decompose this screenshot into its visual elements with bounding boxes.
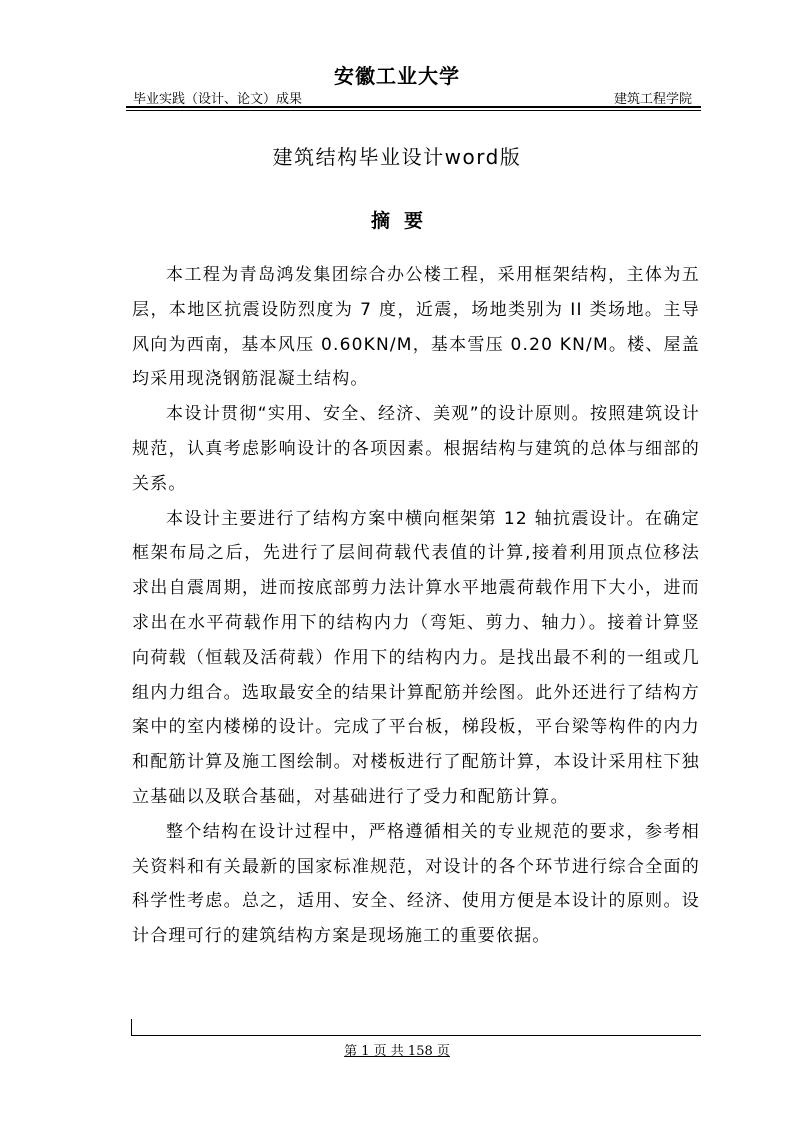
abstract-heading: 摘要: [370, 210, 437, 232]
paragraph: 本设计贯彻“实用、安全、经济、美观”的设计原则。按照建筑设计规范，认真考虑影响设计的各项因素。根据结构与建筑的总体与细部的关系。: [132, 404, 700, 494]
footer-rule: [131, 1035, 701, 1036]
paragraph: 本工程为青岛鸿发集团综合办公楼工程，采用框架结构，主体为五层，本地区抗震设防烈度为 7 度，近震，场地类别为 II 类场地。主导风向为西南，基本风压 0.60KN/M，基本雪压 0.20 KN/M。楼、屋盖均采用现浇钢筋混凝土结构。: [132, 265, 700, 390]
document-title: 建筑结构毕业设计word版: [272, 145, 522, 169]
page-number: [0, 1040, 794, 1059]
footer-corner-mark: [131, 1019, 132, 1035]
university-name: 安徽工业大学: [334, 64, 460, 88]
paragraph: 本设计主要进行了结构方案中横向框架第 12 轴抗震设计。在确定框架布局之后，先进行了层间荷载代表值的计算,接着利用顶点位移法求出自震周期，进而按底部剪力法计算水平地震荷载作用下大小，进而求出在水平荷载作用下的结构内力（弯矩、剪力、轴力）。接着计算竖向荷载（恒载及活荷载）作用下的结构内力。是找出最不利的一组或几组内力组合。选取最安全的结果计算配筋并绘图。此外还进行了结构方案中的室内楼梯的设计。完成了平台板，梯段板，平台梁等构件的内力和配筋计算及施工图绘制。对楼板进行了配筋计算，本设计采用柱下独立基础以及联合基础，对基础进行了受力和配筋计算。: [132, 508, 700, 807]
abstract-body: [132, 258, 700, 954]
header-rule: [126, 106, 701, 111]
page-number-label: 第 1 页 共 158 页: [344, 1044, 450, 1059]
header-left-text: 毕业实践（设计、论文）成果: [133, 92, 303, 107]
header-right-text: 建筑工程学院: [614, 92, 693, 107]
paragraph: 整个结构在设计过程中，严格遵循相关的专业规范的要求，参考相关资料和有关最新的国家标准规范，对设计的各个环节进行综合全面的科学性考虑。总之，适用、安全、经济、使用方便是本设计的原则。设计合理可行的建筑结构方案是现场施工的重要依据。: [132, 821, 700, 947]
